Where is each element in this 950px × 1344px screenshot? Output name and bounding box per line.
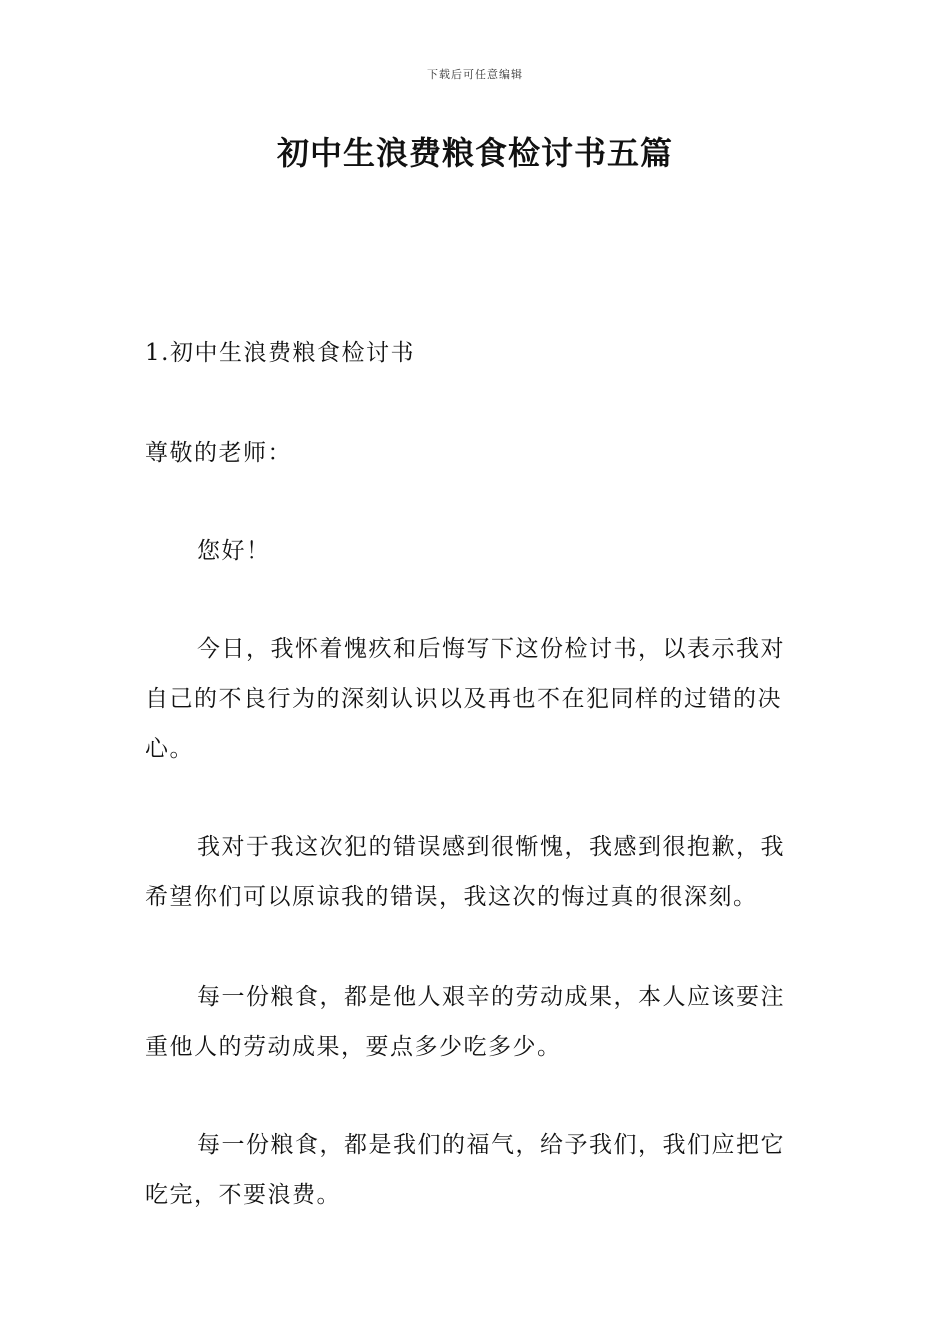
page-title: 初中生浪费粮食检讨书五篇 [276, 134, 673, 172]
body-paragraph: 我对于我这次犯的错误感到很惭愧，我感到很抱歉，我希望你们可以原谅我的错误，我这次的悔过真的很深刻。 [145, 834, 785, 910]
greeting: 您好！ [197, 538, 271, 564]
body-paragraph: 今日，我怀着愧疚和后悔写下这份检讨书，以表示我对自己的不良行为的深刻认识以及再也不在犯同样的过错的决心。 [145, 636, 785, 762]
header-note: 下载后可任意编辑 [427, 68, 523, 81]
salutation: 尊敬的老师： [145, 440, 292, 466]
section-heading: 1.初中生浪费粮食检讨书 [145, 340, 415, 366]
body-paragraph: 每一份粮食，都是我们的福气，给予我们，我们应把它吃完，不要浪费。 [145, 1132, 785, 1208]
body-paragraph: 每一份粮食，都是他人艰辛的劳动成果，本人应该要注重他人的劳动成果，要点多少吃多少。 [145, 984, 785, 1060]
